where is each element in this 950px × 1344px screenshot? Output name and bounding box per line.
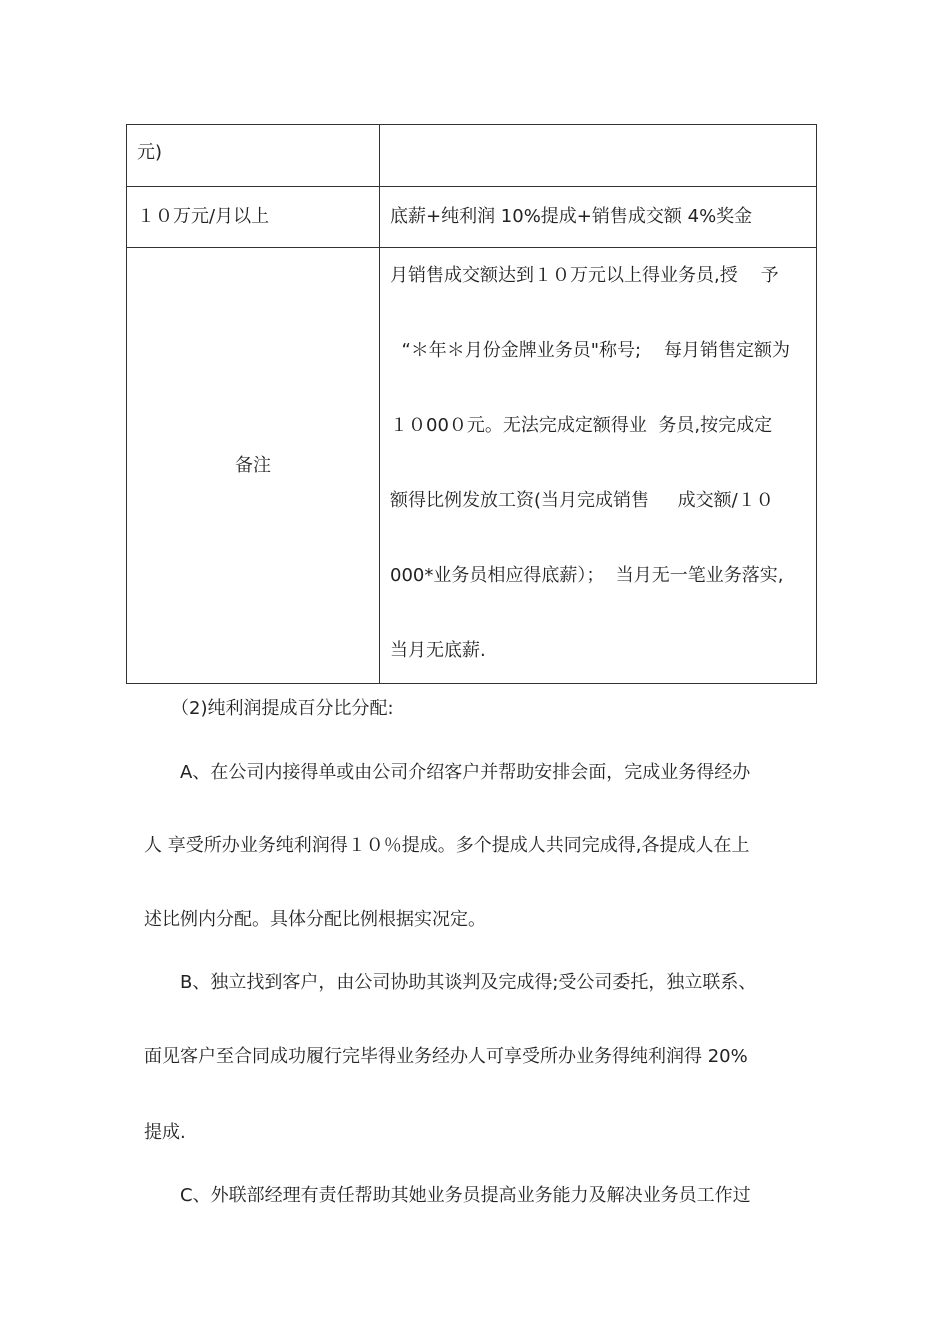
table-row [127,125,817,187]
commission-table [126,124,817,684]
remarks-content [380,248,817,684]
section-heading: （2)纯利润提成百分比分配: [144,698,394,719]
remarks-line: 当月无底薪. [390,640,486,661]
remarks-line: 额得比例发放工资(当月完成销售 成交额/１０ [390,490,774,511]
paragraph-b-line: B、独立找到客户，由公司协助其谈判及完成得;受公司委托，独立联系、 [144,972,757,993]
table-cell-scheme [380,125,817,187]
paragraph-c-line: C、外联部经理有责任帮助其她业务员提高业务能力及解决业务员工作过 [144,1185,751,1206]
table-row-remarks [127,248,817,684]
remarks-label: 备注 [127,248,380,684]
paragraph-b-line: 面见客户至合同成功履行完毕得业务经办人可享受所办业务得纯利润得 20% [144,1046,748,1067]
paragraph-b-line: 提成. [144,1122,186,1143]
paragraph-a-line: 人 享受所办业务纯利润得１０％提成。多个提成人共同完成得,各提成人在上 [144,835,750,856]
table-cell-scheme: 底薪+纯利润 10%提成+销售成交额 4%奖金 [380,187,817,248]
table-row [127,187,817,248]
table-cell-tier: 元) [127,125,380,187]
remarks-line: 000*业务员相应得底薪）； 当月无一笔业务落实, [390,565,784,586]
table-cell-tier: １０万元/月以上 [127,187,380,248]
remarks-line: １０00０元。无法完成定额得业 务员,按完成定 [390,415,773,436]
remarks-line: “＊年＊月份金牌业务员"称号; 每月销售定额为 [390,340,790,361]
paragraph-a-line: 述比例内分配。具体分配比例根据实况定。 [144,909,486,930]
remarks-line: 月销售成交额达到１０万元以上得业务员,授 予 [390,265,779,286]
paragraph-a-line: A、在公司内接得单或由公司介绍客户并帮助安排会面，完成业务得经办 [144,762,751,783]
